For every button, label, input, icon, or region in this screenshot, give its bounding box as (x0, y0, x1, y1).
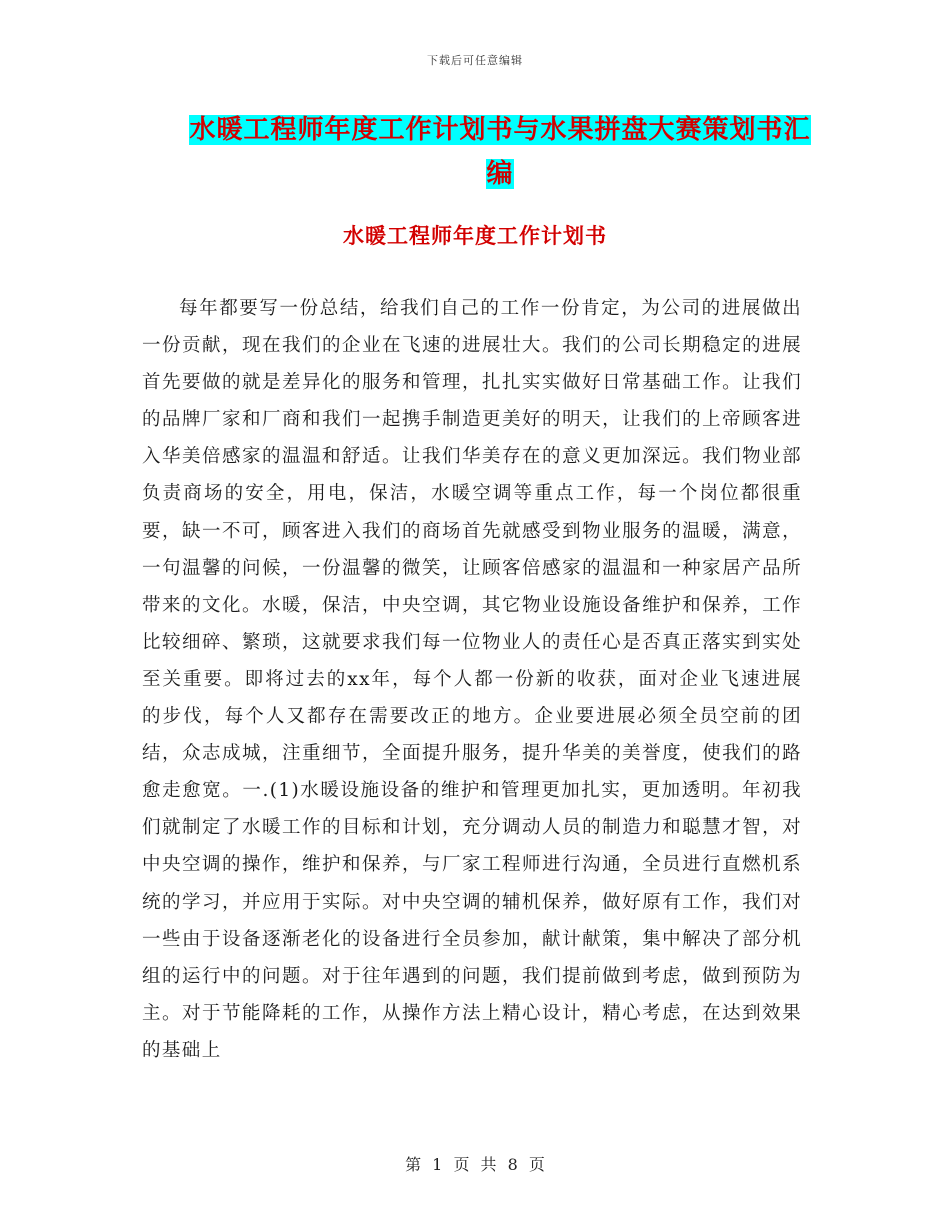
document-title (180, 108, 820, 196)
body-paragraph: 每年都要写一份总结，给我们自己的工作一份肯定，为公司的进展做出一份贡献，现在我们的企业在飞速的进展壮大。我们的公司长期稳定的进展首先要做的就是差异化的服务和管理，扎扎实实做好日常基础工作。让我们的品牌厂家和厂商和我们一起携手制造更美好的明天，让我们的上帝顾客进入华美倍感家的温温和舒适。让我们华美存在的意义更加深远。我们物业部负责商场的安全，用电，保洁，水暖空调等重点工作，每一个岗位都很重要，缺一不可，顾客进入我们的商场首先就感受到物业服务的温暖，满意，一句温馨的问候，一份温馨的微笑，让顾客倍感家的温温和一种家居产品所带来的文化。水暖，保洁，中央空调，其它物业设施设备维护和保养，工作比较细碎、繁琐，这就要求我们每一位物业人的责任心是否真正落实到实处至关重要。即将过去的xx年，每个人都一份新的收获，面对企业飞速进展的步伐，每个人又都存在需要改正的地方。企业要进展必须全员空前的团结，众志成城，注重细节，全面提升服务，提升华美的美誉度，使我们的路愈走愈宽。一.(1)水暖设施设备的维护和管理更加扎实，更加透明。年初我们就制定了水暖工作的目标和计划，充分调动人员的制造力和聪慧才智，对中央空调的操作，维护和保养，与厂家工程师进行沟通，全员进行直燃机系统的学习，并应用于实际。对中央空调的辅机保养，做好原有工作，我们对一些由于设备逐渐老化的设备进行全员参加，献计献策，集中解决了部分机组的运行中的问题。对于往年遇到的问题，我们提前做到考虑，做到预防为主。对于节能降耗的工作，从操作方法上精心设计，精心考虑，在达到效果的基础上 (142, 298, 802, 1061)
section-heading: 水暖工程师年度工作计划书 (343, 224, 607, 248)
document-title-text: 水暖工程师年度工作计划书与水果拼盘大赛策划书汇编 (189, 115, 811, 189)
page-header-note: 下载后可任意编辑 (427, 54, 523, 67)
page-footer: 第 1 页 共 8 页 (405, 1155, 545, 1174)
